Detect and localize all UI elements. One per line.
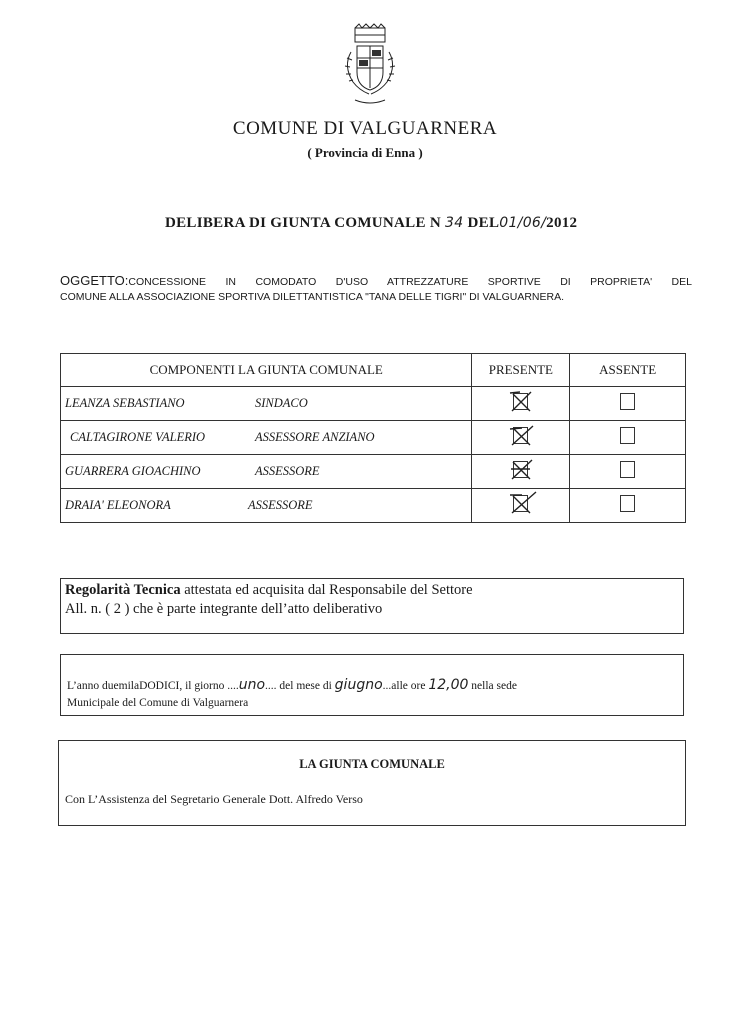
municipality-title: COMUNE DI VALGUARNERA — [232, 118, 498, 139]
table-header-row — [61, 354, 686, 387]
delibera-heading — [165, 215, 577, 232]
table-row — [61, 387, 686, 421]
meeting-date-line — [67, 677, 677, 693]
assente-checkbox — [620, 461, 635, 478]
oggetto-label: OGGETTO: — [60, 273, 129, 288]
member-name: CALTAGIRONE VALERIO — [70, 430, 206, 444]
presente-checkbox — [513, 427, 528, 444]
oggetto-block — [60, 273, 692, 305]
anno-text-1: L’anno duemilaDODICI, il giorno .... — [67, 680, 239, 692]
assente-cell — [570, 455, 686, 489]
municipal-crest-icon — [333, 22, 407, 110]
meeting-place-line: Municipale del Comune di Valguarnera — [67, 697, 249, 709]
anno-text-4: nella sede — [468, 680, 517, 692]
table-row — [61, 455, 686, 489]
column-header-assente: ASSENTE — [570, 354, 686, 387]
member-cell — [61, 455, 472, 489]
presente-cell — [472, 421, 570, 455]
column-header-componenti: COMPONENTI LA GIUNTA COMUNALE — [61, 354, 472, 387]
assistance-text: Con L’Assistenza del Segretario Generale Dott. Alfredo Verso — [65, 792, 363, 806]
assente-checkbox — [620, 495, 635, 512]
anno-text-2: .... del mese di — [265, 680, 335, 692]
ore-handwritten: 12,00 — [428, 677, 469, 693]
assente-checkbox — [620, 393, 635, 410]
checked-x-icon — [508, 389, 536, 415]
delibera-label: DELIBERA DI GIUNTA COMUNALE N — [165, 215, 441, 231]
giorno-handwritten: uno — [238, 677, 266, 693]
member-role: ASSESSORE — [255, 464, 320, 478]
member-cell — [61, 421, 472, 455]
member-role: SINDACO — [255, 396, 308, 410]
meeting-date-box — [60, 654, 684, 716]
member-name: DRAIA' ELEONORA — [65, 498, 171, 512]
delibera-del-label: DEL — [467, 215, 500, 231]
oggetto-line-1: CONCESSIONE IN COMODATO D'USO ATTREZZATURE SPORTIVE DI PROPRIETA' DEL — [128, 276, 692, 288]
oggetto-line-2: COMUNE ALLA ASSOCIAZIONE SPORTIVA DILETTANTISTICA "TANA DELLE TIGRI" DI VALGUARNERA. — [60, 291, 564, 303]
regolarita-line-2: All. n. ( 2 ) che è parte integrante dell’atto deliberativo — [65, 601, 383, 617]
member-cell — [61, 489, 472, 523]
checked-x-icon — [508, 423, 536, 449]
regolarita-text: attestata ed acquisita dal Responsabile del Settore — [180, 582, 473, 598]
giunta-assistance-box — [58, 740, 686, 826]
delibera-year: 2012 — [546, 215, 578, 231]
presente-checkbox — [513, 495, 528, 512]
assente-cell — [570, 421, 686, 455]
delibera-date-handwritten: 01/06/ — [499, 215, 547, 231]
mese-handwritten: giugno — [334, 677, 383, 693]
assente-checkbox — [620, 427, 635, 444]
assente-cell — [570, 387, 686, 421]
table-row — [61, 489, 686, 523]
member-role: ASSESSORE ANZIANO — [255, 430, 375, 444]
member-cell — [61, 387, 472, 421]
regolarita-bold: Regolarità Tecnica — [65, 582, 181, 598]
member-name: LEANZA SEBASTIANO — [65, 396, 185, 410]
presente-cell — [472, 387, 570, 421]
regolarita-box — [60, 578, 684, 634]
checked-x-icon — [508, 457, 536, 483]
member-role: ASSESSORE — [248, 498, 313, 512]
column-header-presente: PRESENTE — [472, 354, 570, 387]
anno-text-3: ...alle ore — [382, 680, 429, 692]
checked-x-icon — [508, 491, 540, 517]
province-subtitle: ( Provincia di Enna ) — [307, 145, 423, 160]
table-row — [61, 421, 686, 455]
presente-checkbox — [513, 461, 528, 478]
presente-cell — [472, 455, 570, 489]
member-name: GUARRERA GIOACHINO — [65, 464, 201, 478]
presente-cell — [472, 489, 570, 523]
assente-cell — [570, 489, 686, 523]
giunta-table — [60, 353, 686, 523]
delibera-number: 34 — [445, 215, 464, 231]
giunta-heading: LA GIUNTA COMUNALE — [299, 757, 445, 771]
presente-checkbox — [513, 393, 528, 410]
